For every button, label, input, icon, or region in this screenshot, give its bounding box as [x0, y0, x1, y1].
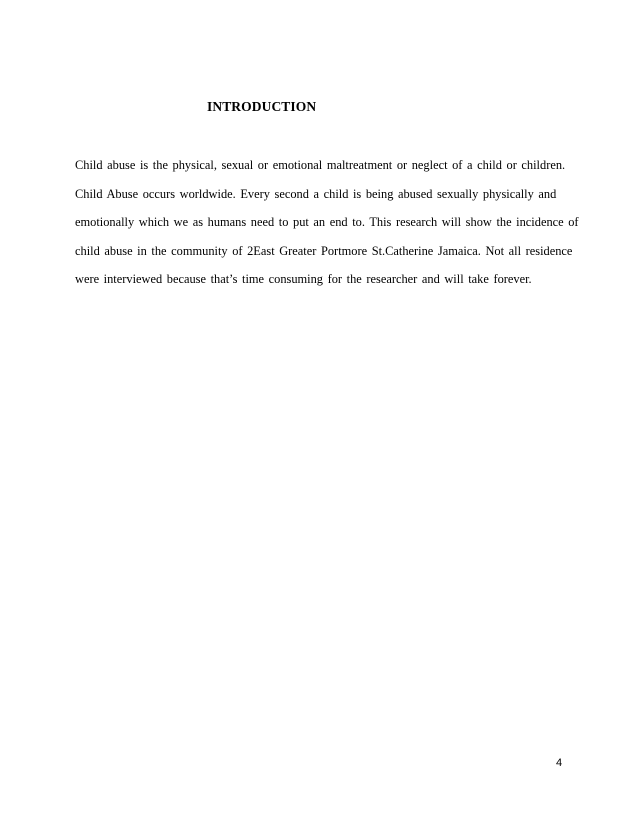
paragraph-line-1: Child abuse is the physical, sexual or emotional maltreatment or neglect of a child or children.	[75, 158, 566, 172]
paragraph-line-5: were interviewed because that’s time consuming for the researcher and will take forever.	[75, 272, 532, 286]
page-number: 4	[556, 757, 563, 769]
introduction-paragraph	[75, 151, 579, 294]
paragraph-line-4: child abuse in the community of 2East Greater Portmore St.Catherine Jamaica. Not all residence	[75, 243, 573, 258]
paragraph-line-2: Child Abuse occurs worldwide. Every second a child is being abused sexually physically and	[75, 186, 557, 201]
section-heading: INTRODUCTION	[207, 99, 317, 114]
paragraph-line-3: emotionally which we as humans need to put an end to. This research will show the incidence of	[75, 215, 579, 229]
